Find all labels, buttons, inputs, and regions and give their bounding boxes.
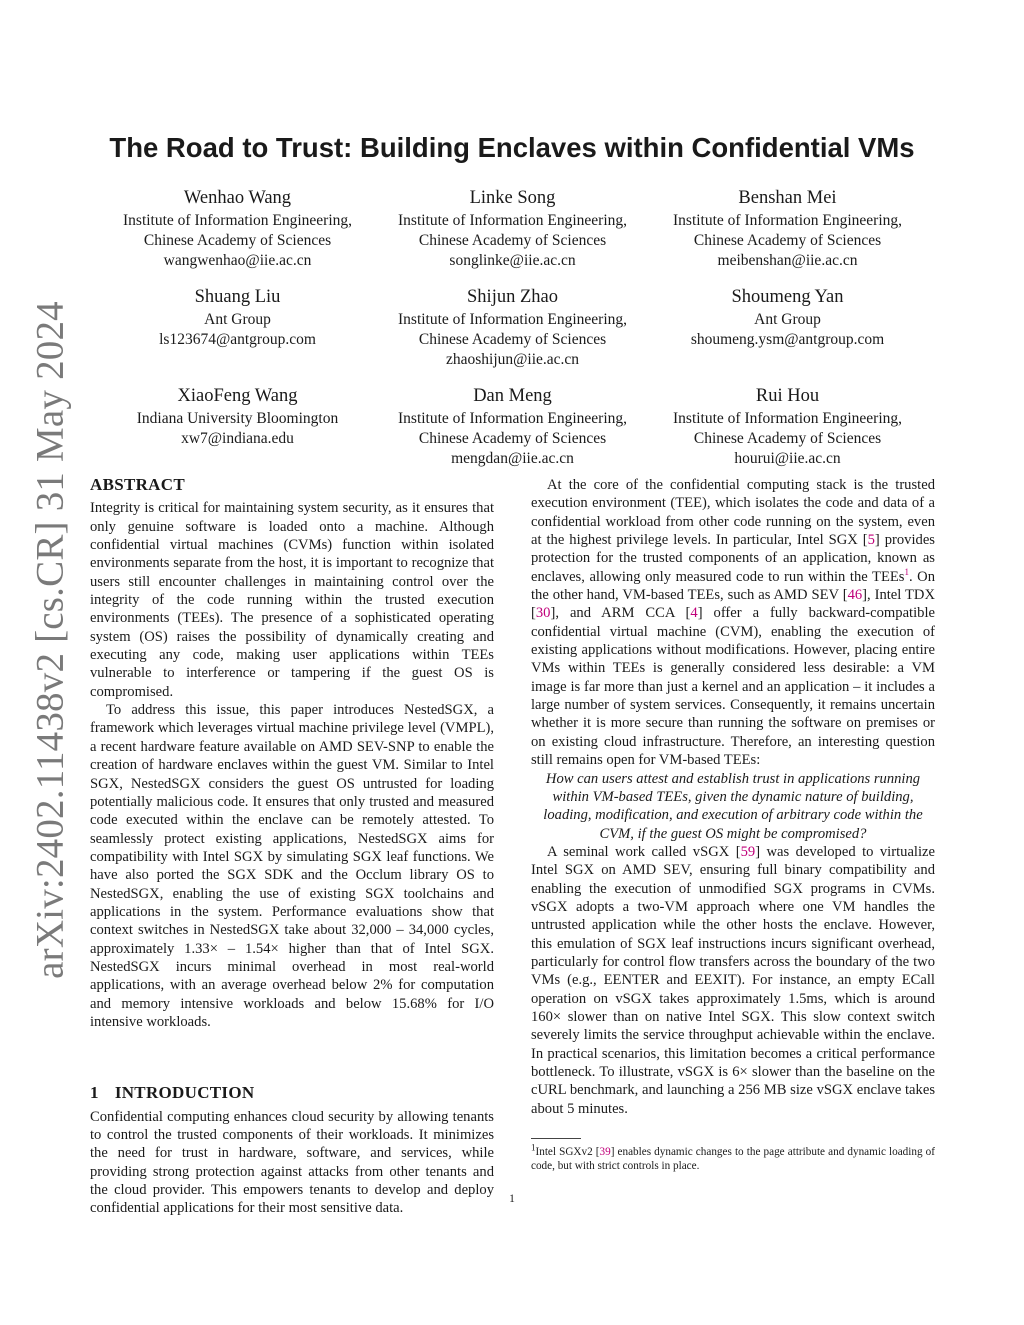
author-7 (100, 384, 375, 469)
author-email: wangwenhao@iie.ac.cn (163, 252, 312, 269)
author-name: Linke Song (469, 188, 556, 208)
author-name: Shijun Zhao (467, 287, 558, 307)
author-1 (100, 186, 375, 271)
author-3 (650, 186, 925, 271)
citation-link[interactable]: 4 (690, 605, 698, 622)
author-4 (100, 285, 375, 370)
author-email: hourui@iie.ac.cn (734, 450, 841, 467)
research-question: How can users attest and establish trust in applications running within VM-based TEEs, given the dynamic nature of building, loading, modification, and execution of arbitrary code within the CVM, if the guest OS might be compromised? (543, 770, 923, 842)
footnote-marker[interactable]: 1 (904, 566, 909, 577)
left-column (90, 476, 494, 1218)
author-name: Dan Meng (473, 386, 552, 406)
author-9 (650, 384, 925, 469)
author-name: Wenhao Wang (183, 188, 292, 208)
author-affiliation: Indiana University Bloomington (136, 410, 339, 427)
author-name: Shuang Liu (194, 287, 281, 307)
right-column (531, 476, 935, 1173)
author-email: shoumeng.ysm@antgroup.com (690, 331, 885, 348)
author-name: Shoumeng Yan (731, 287, 844, 307)
intro-paragraph-2: At the core of the confidential computing stack is the trusted execution environment (TEE), which isolates the code and data of a confidential workload from other code running on the system, even at the highest privilege levels. In particular, Intel SGX [5] provides protection for the trusted components of an application, known as enclaves, allowing only measured code to run within the TEEs$^1$. On the other hand, VM-based TEEs, such as AMD SEV [46], Intel TDX [30], and ARM CCA [4] offer a fully backward-compatible confidential virtual machine (CVM), enabling the execution of existing applications without modifications. However, placing entire VMs within TEEs is generally considered less desirable: a VM image is far more than just a kernel and an application – it includes a large number of system services. Consequently, it remains uncertain whether it is more secure than running the software on premises or on existing cloud infrastructure. Therefore, an interesting question still remains open for VM-based TEEs: (531, 477, 935, 769)
introduction-heading (90, 1084, 494, 1102)
author-6 (650, 285, 925, 370)
author-email: meibenshan@iie.ac.cn (717, 252, 858, 269)
footnote: $^1$Intel SGXv2 [39] enables dynamic changes to the page attribute and dynamic loading of code, but with strict controls in place. (531, 1142, 935, 1173)
abstract-paragraph-1: Integrity is critical for maintaining system security, as it ensures that only genuine software is loaded onto a machine. Although confidential virtual machines (CVMs) function within isolated environments separate from the host, it is important to recognize that users still encounter challenges in maintaining control over the integrity of the code running within the trusted execution environments (TEEs). The presence of a sophisticated operating system (OS) raises the possibility of dynamically creating and executing any code, making user applications within TEEs vulnerable to interference or tampering if the guest OS is compromised. (90, 500, 494, 700)
paper-title: The Road to Trust: Building Enclaves within Confidential VMs (109, 132, 915, 163)
author-email: xw7@indiana.edu (181, 430, 294, 447)
author-name: XiaoFeng Wang (177, 386, 298, 406)
author-affiliation: Ant Group (204, 311, 271, 328)
author-affiliation: Institute of Information Engineering, (673, 212, 902, 229)
citation-link[interactable]: 30 (535, 605, 551, 622)
citation-link[interactable]: 5 (867, 532, 875, 549)
author-name: Rui Hou (755, 386, 820, 406)
intro-paragraph-3: A seminal work called vSGX [59] was developed to virtualize Intel SGX on AMD SEV, ensuring full binary compatibility and enabling the execution of unmodified SGX programs in CVMs. vSGX adopts a two-VM approach where one VM handles the untrusted application while the other hosts the enclave. However, this emulation of SGX leaf instructions incurs significant overhead, particularly for control flow transfers across the boundary of the two VMs (e.g., EENTER and EEXIT). For instance, an empty ECall operation on vSGX takes approximately 1.5ms, which is around 160× slower than on native Intel SGX. This slow context switch severely limits the service throughput achievable within the enclave. In practical scenarios, this limitation becomes a critical performance bottleneck. To illustrate, vSGX is 6× slower than the baseline on the cURL benchmark, and launching a 256 MB size vSGX enclave takes about 5 minutes. (531, 843, 935, 1117)
author-affiliation: Ant Group (754, 311, 821, 328)
section-number: 1 (90, 1083, 99, 1103)
footnote-divider (531, 1138, 581, 1139)
arxiv-sidebar-stamp (20, 300, 80, 980)
citation-link[interactable]: 39 (599, 1146, 611, 1159)
author-affiliation: Institute of Information Engineering, (123, 212, 352, 229)
author-block (100, 186, 924, 469)
author-affiliation: Institute of Information Engineering, (398, 410, 627, 427)
author-affiliation: Institute of Information Engineering, (398, 311, 627, 328)
author-affiliation: Chinese Academy of Sciences (418, 430, 607, 447)
citation-link[interactable]: 59 (740, 843, 756, 860)
author-affiliation: Chinese Academy of Sciences (693, 430, 882, 447)
author-affiliation: Chinese Academy of Sciences (418, 232, 607, 249)
author-email: songlinke@iie.ac.cn (449, 252, 576, 269)
author-affiliation: Chinese Academy of Sciences (693, 232, 882, 249)
section-title: INTRODUCTION (114, 1083, 255, 1103)
author-email: zhaoshijun@iie.ac.cn (445, 351, 580, 368)
page-number: 1 (509, 1193, 515, 1205)
author-email: ls123674@antgroup.com (159, 331, 316, 348)
author-email: mengdan@iie.ac.cn (451, 450, 574, 467)
author-affiliation: Institute of Information Engineering, (398, 212, 627, 229)
abstract-paragraph-2: To address this issue, this paper introduces NestedSGX, a framework which leverages virtual machine privilege level (VMPL), a recent hardware feature available on AMD SEV-SNP to enable the creation of hardware enclaves within the guest VM. Similar to Intel SGX, NestedSGX considers the guest OS untrusted for loading potentially malicious code. It ensures that only trusted and measured code executed within the enclave can be remotely attested. To seamlessly protect existing applications, NestedSGX aims for compatibility with Intel SGX by simulating SGX leaf functions. We have also ported the SGX SDK and the Occlum library OS to NestedSGX, enabling the use of existing SGX toolchains and applications in the system. Performance evaluations show that context switches in NestedSGX take about 32,000 – 34,000 cycles, approximately 1.33× – 1.54× higher than that of Intel SGX. NestedSGX incurs minimal overhead in most real-world applications, with an average overhead below 2% for computation and memory intensive workloads and below 15.68% for I/O intensive workloads. (90, 702, 494, 1030)
author-affiliation: Institute of Information Engineering, (673, 410, 902, 427)
intro-paragraph-1: Confidential computing enhances cloud security by allowing tenants to control the trusted components of their workloads. It minimizes the need for trust in hardware, software, and services, while providing strong protection against attacks from other tenants and the cloud provider. This empowers tenants to develop and deploy confidential applications for their most sensitive data. (90, 1108, 494, 1217)
author-affiliation: Chinese Academy of Sciences (143, 232, 332, 249)
author-name: Benshan Mei (738, 188, 837, 208)
author-affiliation: Chinese Academy of Sciences (418, 331, 607, 348)
citation-link[interactable]: 46 (847, 587, 863, 604)
arxiv-identifier: arXiv:2402.11438v2 [cs.CR] 31 May 2024 (28, 301, 72, 979)
footnote-number: 1 (531, 1142, 536, 1153)
abstract-heading: ABSTRACT (90, 475, 185, 494)
author-5 (375, 285, 650, 370)
author-8 (375, 384, 650, 469)
author-2 (375, 186, 650, 271)
